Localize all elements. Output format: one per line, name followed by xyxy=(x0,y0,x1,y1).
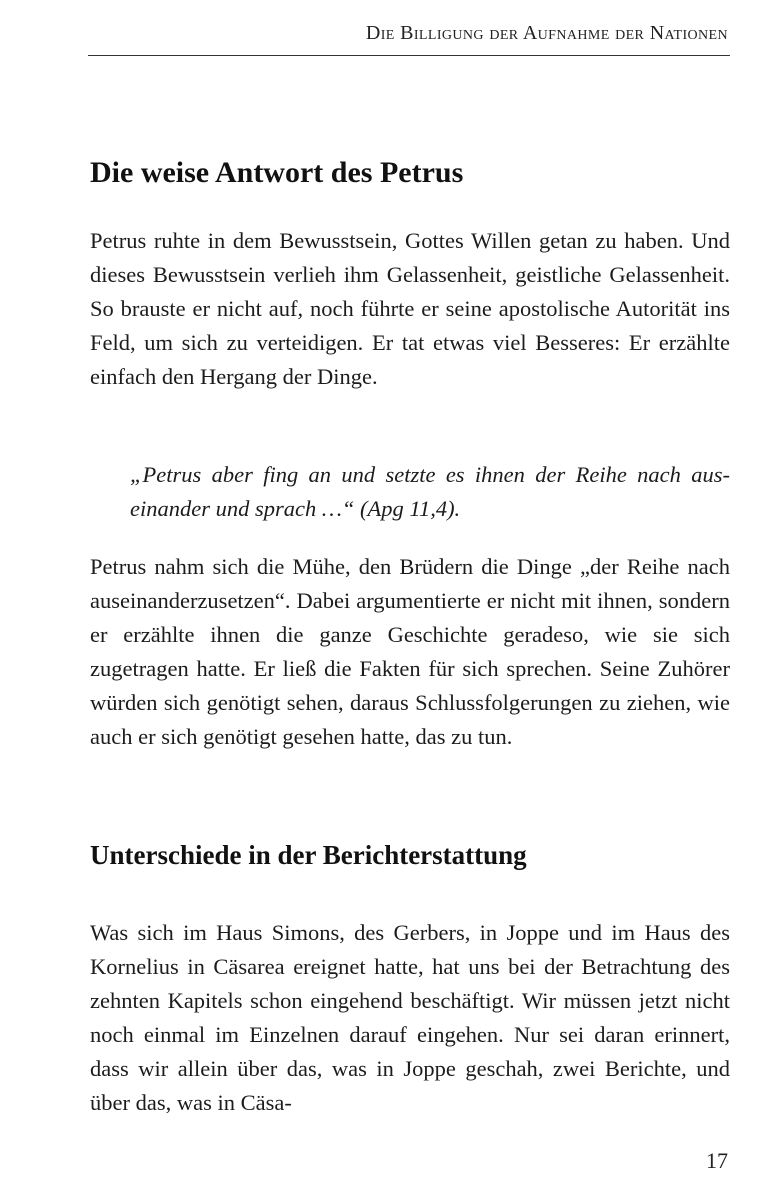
quote-reference: (Apg 11,4). xyxy=(360,496,461,521)
header-rule xyxy=(88,55,730,56)
running-head: Die Billigung der Aufnahme der Nationen xyxy=(365,22,728,44)
section-heading-antwort: Die weise Antwort des Petrus xyxy=(90,156,464,189)
quote-text: „Petrus aber fing an und setzte es ihnen der Reihe nach auseinander und sprach …“ xyxy=(130,462,730,521)
page-number: 17 xyxy=(706,1148,728,1173)
body-paragraph: Petrus ruhte in dem Bewusstsein, Gottes Willen getan zu haben. Und dieses Bewusstsein verlieh ihm Gelassenheit, geistliche Gelassenheit. So brauste er nicht auf, noch führte er seine apostolische Autorität ins Feld, um sich zu verteidigen. Er tat etwas viel Besseres: Er erzählte einfach den Hergang der Dinge. xyxy=(90,228,730,389)
block-quote xyxy=(130,458,730,526)
section-heading-unterschiede: Unterschiede in der Berichterstattung xyxy=(90,840,527,870)
body-paragraph: Was sich im Haus Simons, des Gerbers, in Joppe und im Haus des Kornelius in Cäsarea ereignet hatte, hat uns bei der Betrachtung des zehnten Kapitels schon eingehend beschäftigt. Wir müssen jetzt nicht noch einmal im Einzelnen darauf eingehen. Nur sei daran erinnert, dass wir allein über das, was in Joppe geschah, zwei Berichte, und über das, was in Cäsa- xyxy=(90,920,730,1115)
body-paragraph: Petrus nahm sich die Mühe, den Brüdern die Dinge „der Reihe nach auseinanderzusetzen“. Dabei argumentierte er nicht mit ihnen, sondern er erzählte ihnen die ganze Geschichte geradeso, wie sie sich zugetragen hatte. Er ließ die Fakten für sich sprechen. Seine Zuhörer würden sich genötigt sehen, daraus Schlussfolgerungen zu ziehen, wie auch er sich genötigt gesehen hatte, das zu tun. xyxy=(90,554,730,749)
